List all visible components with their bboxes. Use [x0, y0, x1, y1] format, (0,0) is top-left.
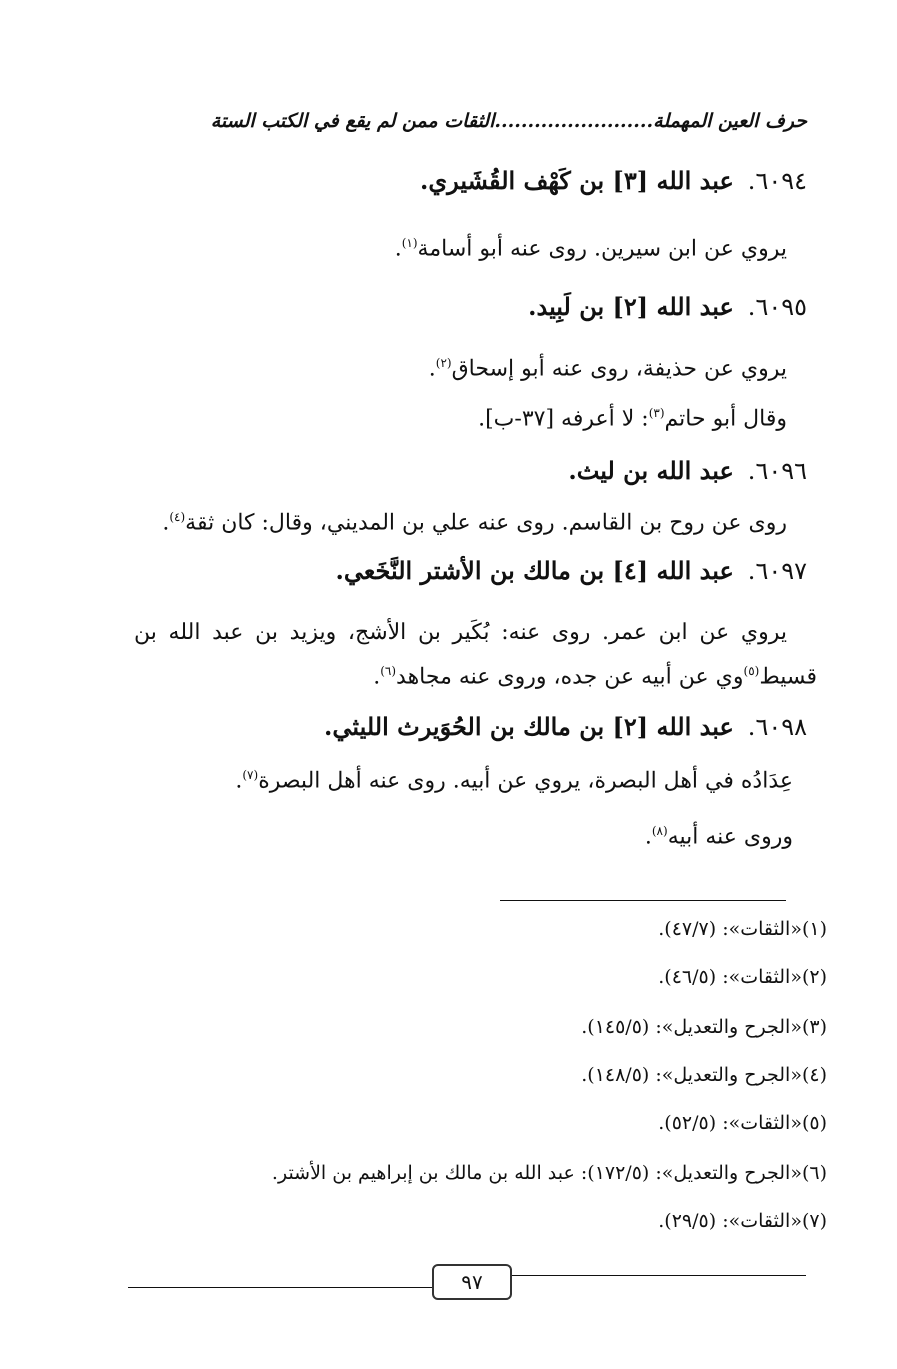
text-line: قسيط	[759, 664, 817, 690]
entry-heading	[568, 456, 807, 485]
footnote: (٦)«الجرح والتعديل»: (١٧٢/٥): عبد الله بن مالك بن إبراهيم بن الأشتر.	[271, 1162, 827, 1184]
text-line: وروى عنه أبيه	[667, 824, 793, 850]
footnote-ref: (٥)	[743, 664, 760, 678]
entry-text: يروي عن حذيفة، روى عنه أبو إسحاق$^{(٢)}$.	[428, 356, 787, 382]
footer-rule-right	[512, 1275, 806, 1276]
footnote: (٤)«الجرح والتعديل»: (١٤٨/٥).	[581, 1064, 827, 1086]
text-line: يروي عن حذيفة، روى عنه أبو إسحاق	[451, 356, 787, 382]
footer-rule-left	[128, 1287, 434, 1288]
entry-number: ٦٠٩٥.	[747, 293, 807, 321]
text-line: يروي عن ابن عمر. روى عنه: بُكَير بن الأشج، ويزيد بن عبد الله بن	[134, 620, 788, 645]
page-number-text: ٩٧	[461, 1270, 483, 1294]
header-book-title: الثقات ممن لم يقع في الكتب الستة	[210, 110, 495, 132]
entry-text	[478, 406, 787, 431]
text-line: روى عن روح بن القاسم. روى عنه علي بن المديني، وقال: كان ثقة	[185, 510, 787, 536]
footnote-ref: (١)	[401, 236, 418, 250]
footnote: (١)«الثقات»: (٤٧/٧).	[658, 918, 827, 940]
entry-text: عِدَادُه في أهل البصرة، يروي عن أبيه. روى عنه أهل البصرة$^{(٧)}$.	[235, 768, 793, 794]
entry-text	[134, 620, 787, 645]
footnote-ref: (٧)	[242, 768, 259, 782]
page-number	[432, 1264, 512, 1300]
footnote: (٣)«الجرح والتعديل»: (١٤٥/٥).	[581, 1016, 827, 1038]
footnote-ref: (٢)	[435, 356, 452, 370]
entry-number: ٦٠٩٧.	[747, 557, 807, 585]
text-line: يروي عن ابن سيرين. روى عنه أبو أسامة	[417, 236, 787, 262]
footnote-ref: (٤)	[169, 510, 186, 524]
footnote: (٥)«الثقات»: (٥٢/٥).	[658, 1112, 827, 1134]
footnote-ref: (٣)	[648, 406, 665, 420]
entry-heading	[528, 292, 807, 321]
header-dots: ........................	[494, 110, 654, 132]
entry-text: روى عن روح بن القاسم. روى عنه علي بن المديني، وقال: كان ثقة$^{(٤)}$.	[162, 510, 787, 536]
header-chapter: حرف العين المهملة	[653, 110, 807, 132]
entry-name: عبد الله بن ليث.	[568, 456, 734, 485]
entry-name: عبد الله [٣] بن كَهْف القُشَيري.	[420, 166, 734, 195]
text-line: : لا أعرفه [٣٧-ب].	[478, 406, 649, 432]
entry-number: ٦٠٩٦.	[747, 457, 807, 485]
footnote-ref: (٦)	[380, 664, 397, 678]
text-line: عِدَادُه في أهل البصرة، يروي عن أبيه. روى عنه أهل البصرة	[258, 768, 793, 794]
entry-name: عبد الله [٤] بن مالك بن الأشتر النَّخَعي.	[335, 556, 734, 585]
entry-number: ٦٠٩٤.	[747, 167, 807, 195]
entry-name: عبد الله [٢] بن مالك بن الحُوَيرث الليثي.	[323, 712, 734, 741]
footnote: (٢)«الثقات»: (٤٦/٥).	[658, 966, 827, 988]
entry-text: قسيط$^{(٥)}$وي عن أبيه عن جده، وروى عنه مجاهد$^{(٦)}$.	[373, 664, 817, 690]
page-number-frame	[432, 1264, 512, 1300]
text-line: وقال أبو حاتم	[664, 406, 787, 432]
text-line: وي عن أبيه عن جده، وروى عنه مجاهد	[396, 664, 744, 690]
entry-number: ٦٠٩٨.	[747, 713, 807, 741]
entry-heading	[324, 712, 807, 741]
entry-heading	[336, 556, 807, 585]
footnote-separator	[500, 900, 786, 901]
entry-heading	[420, 166, 807, 195]
entry-name: عبد الله [٢] بن لَبِيد.	[528, 292, 734, 321]
footnote-ref: (٨)	[651, 824, 668, 838]
entry-text: يروي عن ابن سيرين. روى عنه أبو أسامة$^{(١)}$.	[394, 236, 787, 262]
running-header	[211, 110, 807, 132]
footnote: (٧)«الثقات»: (٢٩/٥).	[658, 1210, 827, 1232]
entry-text: وروى عنه أبيه$^{(٨)}$.	[644, 824, 793, 850]
